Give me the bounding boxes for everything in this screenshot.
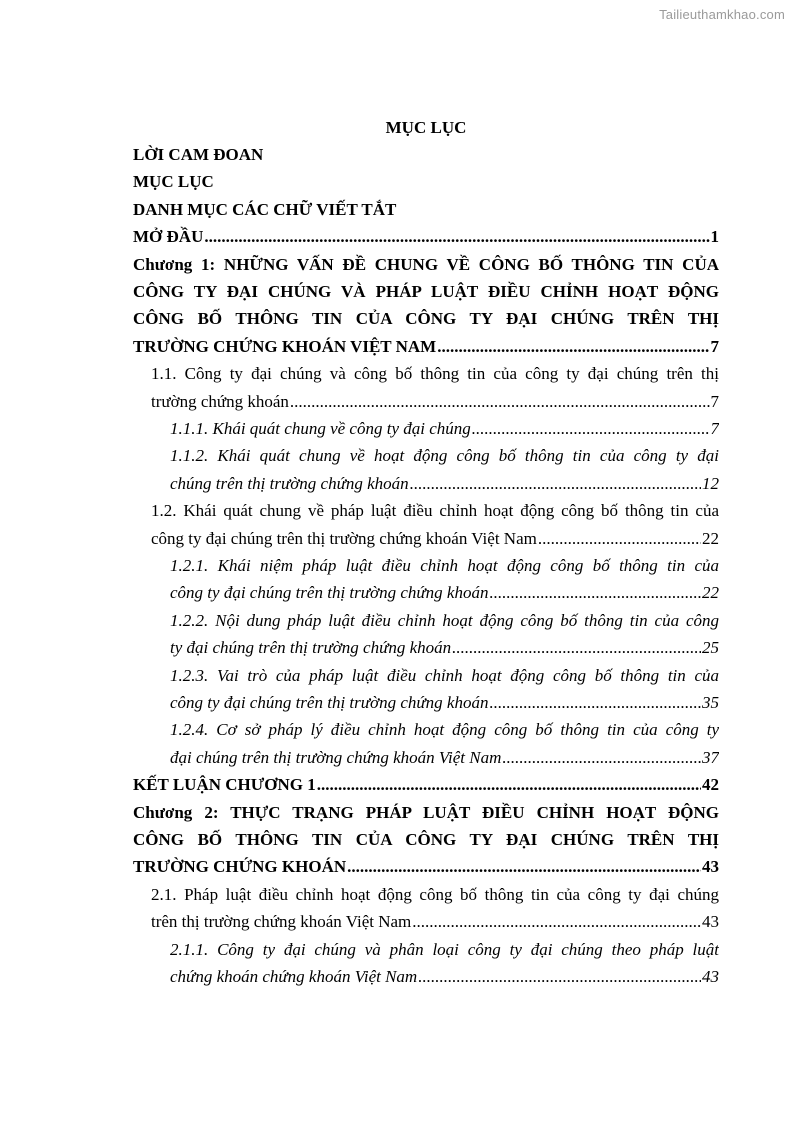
leader-dots: [290, 388, 710, 415]
toc-entry-text: đại chúng trên thị trường chứng khoán Việt Nam: [170, 747, 502, 767]
leader-dots: [204, 223, 709, 250]
leader-dots: [489, 689, 701, 716]
toc-subsection-1-2-3-last: [133, 689, 719, 716]
toc-subsection-1-1-2-line: 1.1.2. Khái quát chung về hoạt động công bố thông tin của công ty đại: [170, 446, 719, 466]
leader-dots: [347, 853, 701, 880]
toc-subsection-1-2-2-last: [133, 634, 719, 661]
leader-dots: [502, 744, 701, 771]
page-number: 12: [702, 473, 719, 493]
watermark: Tailieuthamkhao.com: [659, 7, 785, 22]
toc-entry-text: KẾT LUẬN CHƯƠNG 1: [133, 775, 316, 795]
toc-entry-text: công ty đại chúng trên thị trường chứng khoán: [170, 583, 489, 603]
leader-dots: [437, 333, 709, 360]
leader-dots: [410, 470, 701, 497]
toc-chapter1-last: [133, 333, 719, 360]
toc-entry-mo-dau: [133, 223, 719, 250]
toc-entry-text: MỞ ĐẦU: [133, 227, 204, 247]
toc-section-1-1-line: 1.1. Công ty đại chúng và công bố thông tin của công ty đại chúng trên thị: [151, 364, 719, 384]
toc-chapter2-last: [133, 853, 719, 880]
toc-entry-text: trường chứng khoán: [151, 391, 289, 411]
toc-subsection-1-2-1-last: [133, 579, 719, 606]
leader-dots: [317, 771, 701, 798]
page-number: 43: [702, 912, 719, 932]
page-number: 22: [702, 583, 719, 603]
toc-entry-text: ty đại chúng trên thị trường chứng khoán: [170, 638, 452, 658]
page-number: 35: [702, 692, 719, 712]
page-number: 1: [710, 227, 719, 247]
leader-dots: [538, 525, 701, 552]
toc-section-1-2-last: [133, 525, 719, 552]
toc-entry-text: TRƯỜNG CHỨNG KHOÁN: [133, 857, 347, 877]
toc-section-2-1-line: 2.1. Pháp luật điều chỉnh hoạt động công bố thông tin của công ty đại chúng: [151, 884, 719, 904]
toc-subsection-1-2-2-line: 1.2.2. Nội dung pháp luật điều chỉnh hoạt động công bố thông tin của công: [170, 610, 719, 630]
toc-entry-text: công ty đại chúng trên thị trường chứng khoán: [170, 692, 489, 712]
leader-dots: [418, 963, 701, 990]
toc-subsection-2-1-1-line: 2.1.1. Công ty đại chúng và phân loại công ty đại chúng theo pháp luật: [170, 939, 719, 959]
leader-dots: [472, 415, 710, 442]
leader-dots: [452, 634, 701, 661]
leader-dots: [489, 579, 701, 606]
toc-entry-text: chứng khoán chứng khoán Việt Nam: [170, 966, 418, 986]
toc-entry-text: 1.1.1. Khái quát chung về công ty đại chúng: [170, 419, 471, 438]
page-number: 7: [710, 391, 719, 411]
toc-subsection-1-2-1-line: 1.2.1. Khái niệm pháp luật điều chỉnh hoạt động công bố thông tin của: [170, 556, 719, 575]
page-number: 37: [702, 747, 719, 767]
toc-entry-text: công ty đại chúng trên thị trường chứng khoán Việt Nam: [151, 528, 537, 548]
toc-subsection-1-1-2-last: [133, 470, 719, 497]
page-number: 43: [702, 857, 719, 877]
toc-section-1-1-last: [133, 388, 719, 415]
page-number: 7: [710, 336, 719, 356]
toc-section-1-2-line: 1.2. Khái quát chung về pháp luật điều chỉnh hoạt động công bố thông tin của: [151, 501, 719, 521]
toc-chapter1-line: CÔNG TY ĐẠI CHÚNG VÀ PHÁP LUẬT ĐIỀU CHỈNH HOẠT ĐỘNG: [133, 282, 719, 302]
table-of-contents: [133, 114, 719, 990]
toc-title: MỤC LỤC: [385, 118, 467, 137]
toc-chapter1-line: Chương 1: NHỮNG VẤN ĐỀ CHUNG VỀ CÔNG BỐ THÔNG TIN CỦA: [133, 254, 719, 274]
toc-entry-loi-cam-doan: LỜI CAM ĐOAN: [133, 145, 264, 164]
toc-subsection-1-1-1: [133, 415, 719, 442]
page-number: 25: [702, 638, 719, 658]
toc-entry-text: TRƯỜNG CHỨNG KHOÁN VIỆT NAM: [133, 336, 437, 356]
toc-subsection-1-2-3-line: 1.2.3. Vai trò của pháp luật điều chỉnh hoạt động công bố thông tin của: [170, 665, 719, 685]
toc-entry-text: trên thị trường chứng khoán Việt Nam: [151, 912, 412, 932]
toc-entry-text: chúng trên thị trường chứng khoán: [170, 473, 409, 493]
toc-chapter1-line: CÔNG BỐ THÔNG TIN CỦA CÔNG TY ĐẠI CHÚNG TRÊN THỊ: [133, 309, 719, 329]
page-number: 42: [702, 775, 719, 795]
toc-chapter2-line: CÔNG BỐ THÔNG TIN CỦA CÔNG TY ĐẠI CHÚNG TRÊN THỊ: [133, 829, 719, 849]
toc-section-2-1-last: [133, 908, 719, 935]
page-number: 43: [702, 966, 719, 986]
toc-subsection-2-1-1-last: [133, 963, 719, 990]
toc-subsection-1-2-4-line: 1.2.4. Cơ sở pháp lý điều chỉnh hoạt động công bố thông tin của công ty: [170, 720, 719, 740]
leader-dots: [412, 908, 701, 935]
page-number: 7: [710, 419, 719, 438]
toc-entry-muc-luc: MỤC LỤC: [133, 172, 214, 192]
toc-conclusion-chapter1: [133, 771, 719, 798]
toc-entry-danh-muc: DANH MỤC CÁC CHỮ VIẾT TẮT: [133, 199, 397, 219]
toc-chapter2-line: Chương 2: THỰC TRẠNG PHÁP LUẬT ĐIỀU CHỈNH HOẠT ĐỘNG: [133, 802, 719, 822]
page-number: 22: [702, 528, 719, 548]
toc-subsection-1-2-4-last: [133, 744, 719, 771]
